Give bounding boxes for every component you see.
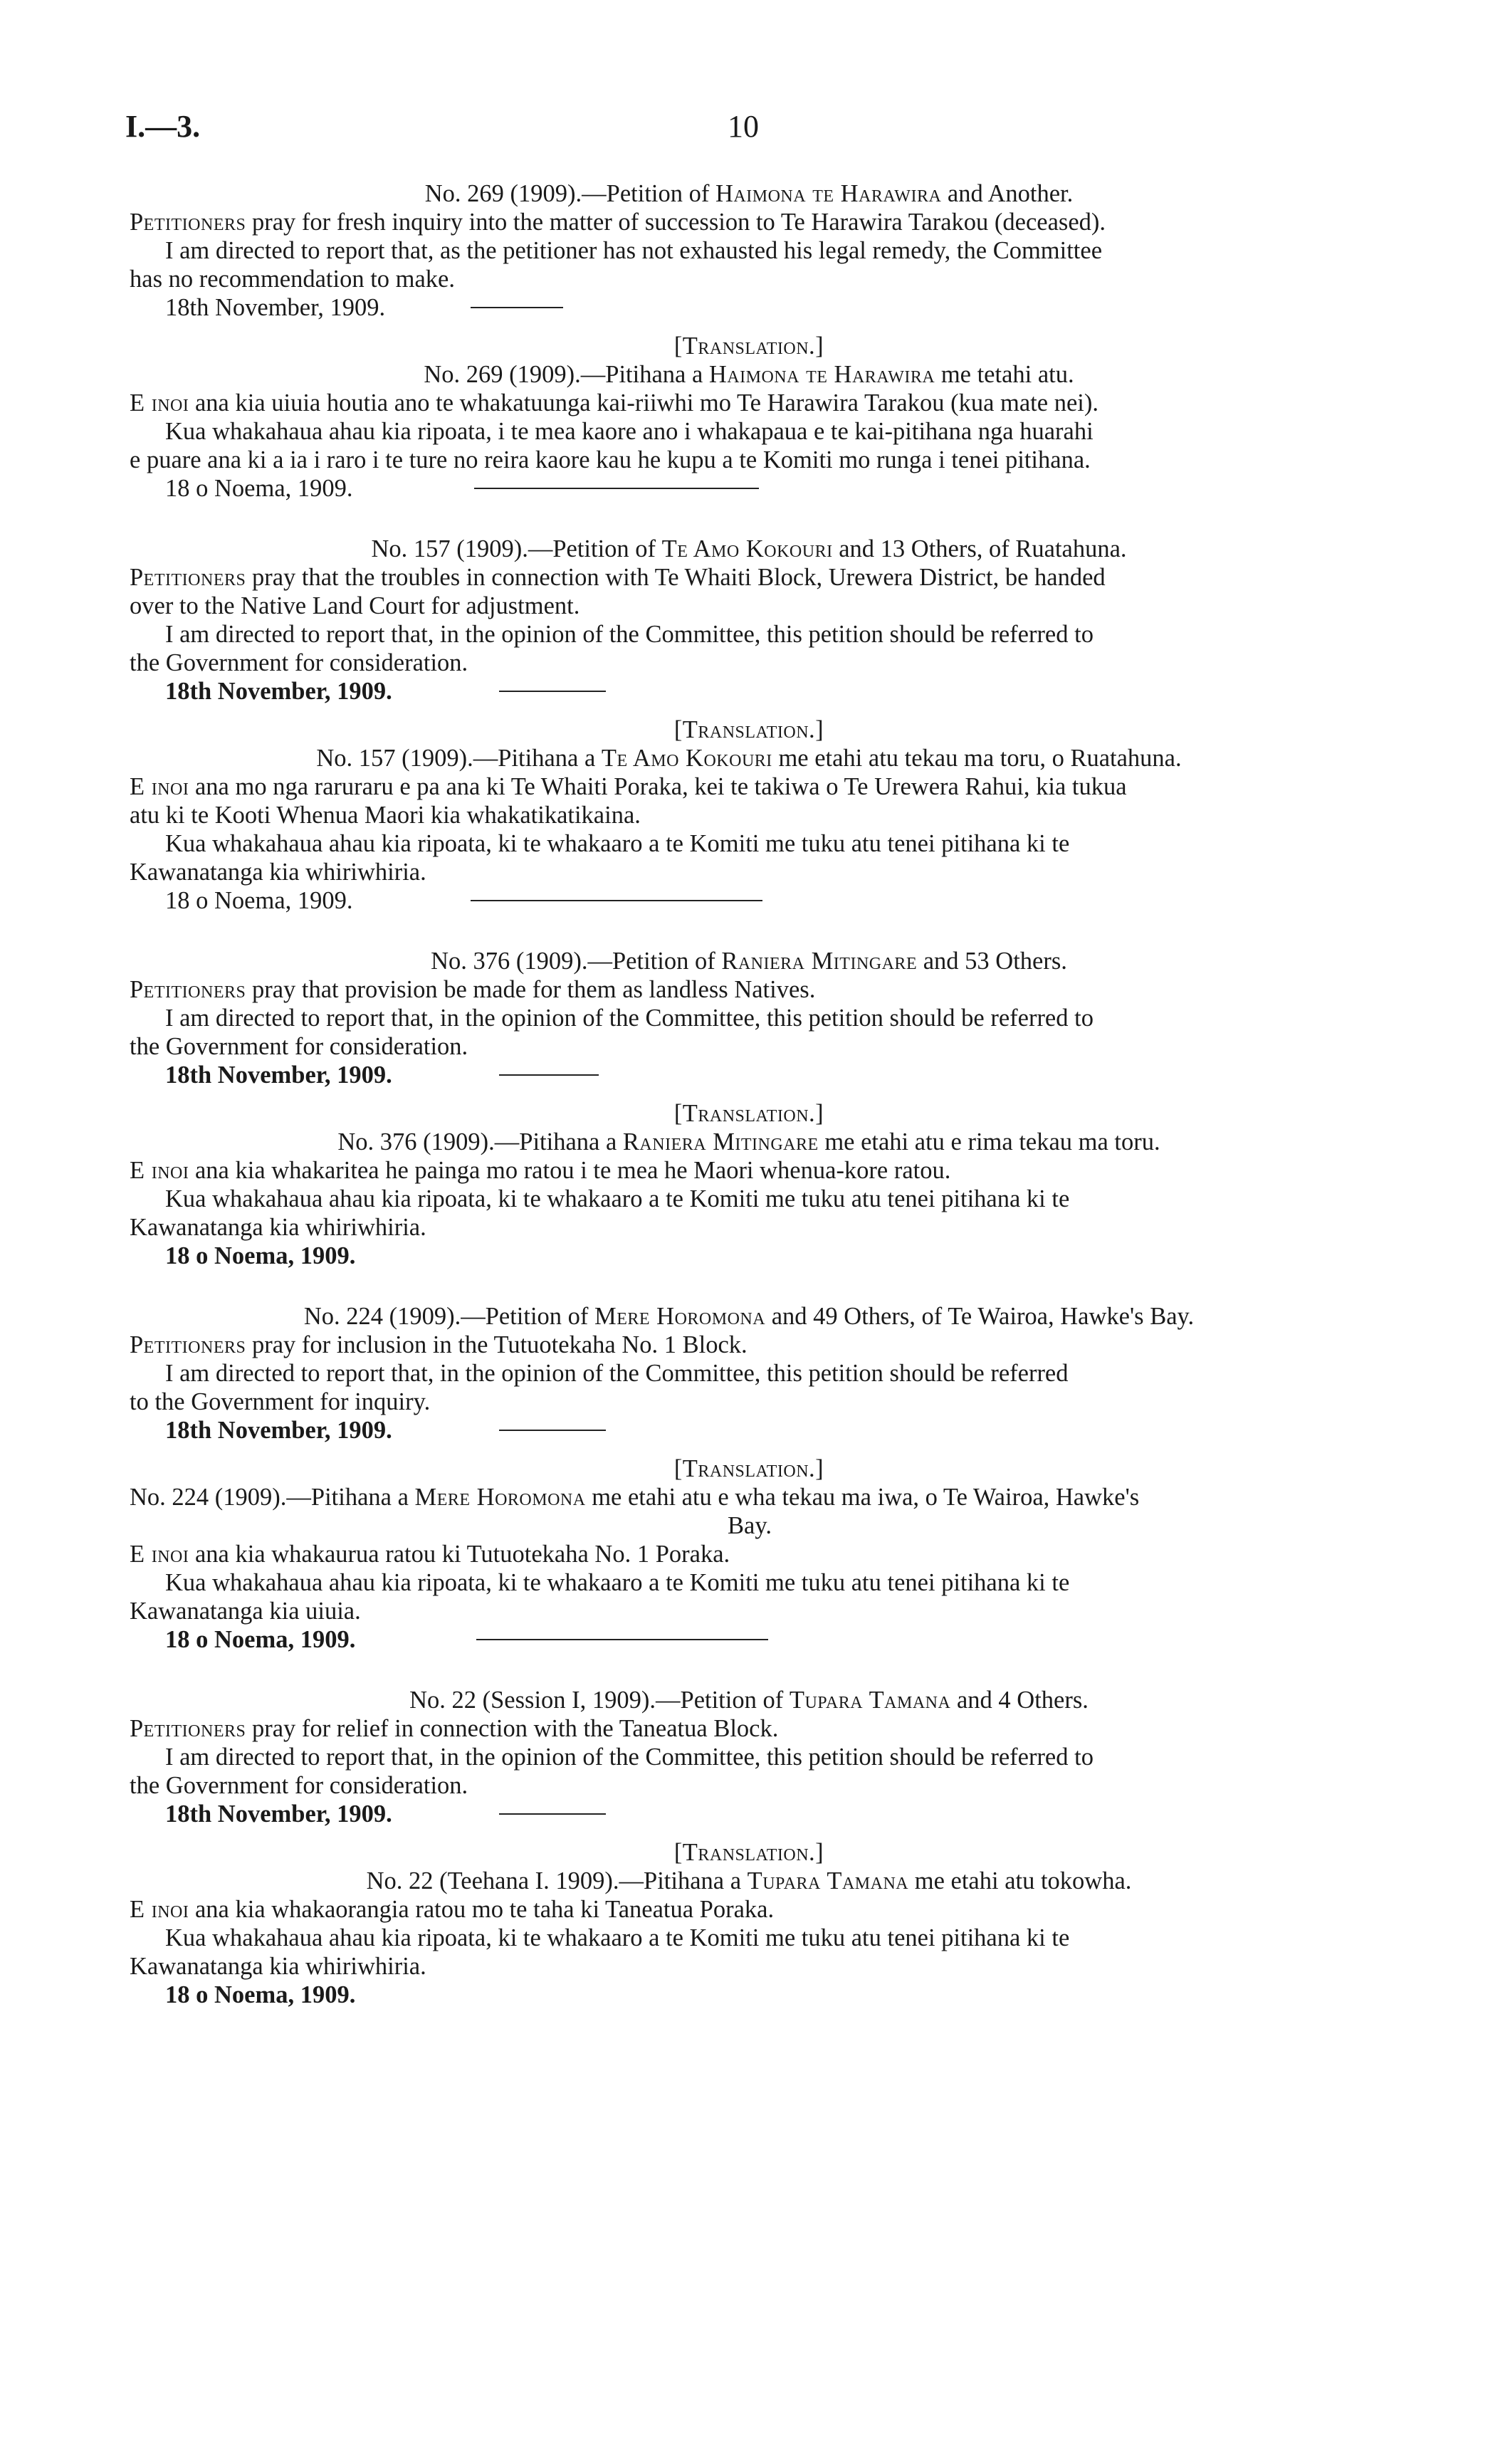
section-rule [499,1074,599,1076]
section-rule [499,1430,606,1431]
translation-date: 18 o Noema, 1909. [165,1981,356,2008]
page-header [0,108,1505,151]
section-rule [499,691,606,692]
petition-prayer: Petitioners pray that provision be made for them as landless Natives. [130,976,816,1003]
committee-report: I am directed to report that, as the petitioner has not exhausted his legal remedy, the Committee [165,237,1103,264]
translation-prayer: E inoi ana kia whakaurua ratou ki Tutuotekaha No. 1 Poraka. [130,1541,730,1568]
translation-date: 18 o Noema, 1909. [165,475,353,502]
committee-report: I am directed to report that, in the opinion of the Committee, this petition should be referred to [165,621,1094,648]
petition-title: No. 224 (1909).—Petition of Mere Horomona and 49 Others, of Te Wairoa, Hawke's Bay. [303,1303,1195,1330]
petition-prayer-cont: over to the Native Land Court for adjustment. [130,592,580,619]
translation-label: [Translation.] [673,1100,824,1127]
petition-title: No. 157 (1909).—Petition of Te Amo Kokouri and 13 Others, of Ruatahuna. [371,535,1127,562]
committee-report: I am directed to report that, in the opinion of the Committee, this petition should be referred to [165,1005,1094,1032]
petition-prayer: Petitioners pray for inclusion in the Tutuotekaha No. 1 Block. [130,1331,748,1358]
translation-prayer: E inoi ana kia whakaorangia ratou mo te taha ki Taneatua Poraka. [130,1896,775,1923]
report-date: 18th November, 1909. [165,1061,392,1089]
petition-376 [130,947,1368,1270]
date-line [130,1800,1368,1828]
petition-title: No. 376 (1909).—Petition of Raniera Mitingare and 53 Others. [431,948,1067,975]
translation-report: Kua whakahaua ahau kia ripoata, ki te whakaaro a te Komiti me tuku atu tenei pitihana ki te [165,1569,1070,1596]
committee-report-cont: has no recommendation to make. [130,266,455,293]
translation-date-line [130,474,1368,503]
petition-269 [130,179,1368,503]
translation-label: [Translation.] [673,332,824,360]
translation-date: 18 o Noema, 1909. [165,887,353,914]
petitioner-name: Haimona te Harawira [715,180,942,207]
translation-report-cont: Kawanatanga kia whiriwhiria. [130,859,426,886]
translation-title: No. 376 (1909).—Pitihana a Raniera Mitingare me etahi atu e rima tekau ma toru. [337,1128,1160,1155]
translation-report: Kua whakahaua ahau kia ripoata, ki te whakaaro a te Komiti me tuku atu tenei pitihana ki te [165,830,1070,857]
committee-report-cont: the Government for consideration. [130,1772,468,1799]
section-rule [471,900,762,901]
translation-prayer: E inoi ana mo nga raruraru e pa ana ki Te Whaiti Poraka, kei te takiwa o Te Urewera Rahui, kia tukua [130,773,1127,800]
translation-report-cont: Kawanatanga kia whiriwhiria. [130,1214,426,1241]
petition-22 [130,1686,1368,2009]
section-rule [476,1639,768,1640]
committee-report: I am directed to report that, in the opinion of the Committee, this petition should be referred to [165,1744,1094,1771]
date-line [130,1416,1368,1445]
translation-title: No. 224 (1909).—Pitihana a Mere Horomona me etahi atu e wha tekau ma iwa, o Te Wairoa, Hawke's [130,1484,1140,1511]
committee-report-cont: the Government for consideration. [130,1033,468,1060]
page-number: 10 [728,109,759,144]
translation-date: 18 o Noema, 1909. [165,1626,356,1653]
section-rule [471,307,563,308]
report-date: 18th November, 1909. [165,1417,392,1444]
committee-report: I am directed to report that, in the opinion of the Committee, this petition should be referred [165,1360,1069,1387]
translation-title-cont: Bay. [728,1512,772,1539]
translation-report: Kua whakahaua ahau kia ripoata, ki te whakaaro a te Komiti me tuku atu tenei pitihana ki te [165,1185,1070,1212]
petition-prayer: Petitioners pray that the troubles in connection with Te Whaiti Block, Urewera District, be handed [130,564,1106,591]
translation-date: 18 o Noema, 1909. [165,1242,356,1269]
section-rule [474,488,759,489]
translation-label: [Translation.] [673,716,824,743]
translation-title: No. 157 (1909).—Pitihana a Te Amo Kokouri me etahi atu tekau ma toru, o Ruatahuna. [316,745,1182,772]
date-line [130,293,1368,322]
petition-157 [130,535,1368,915]
petitioner-name: Tupara Tamana [789,1687,951,1714]
section-rule [499,1813,606,1815]
translation-prayer: E inoi ana kia uiuia houtia ano te whakatuunga kai-riiwhi mo Te Harawira Tarakou (kua mate nei). [130,389,1098,416]
translation-report: Kua whakahaua ahau kia ripoata, i te mea kaore ano i whakapaua e te kai-pitihana nga huarahi [165,418,1094,445]
petition-title: No. 269 (1909).—Petition of Haimona te Harawira and Another. [424,180,1074,207]
translation-report: Kua whakahaua ahau kia ripoata, ki te whakaaro a te Komiti me tuku atu tenei pitihana ki te [165,1924,1070,1951]
petitioner-name: Mere Horomona [594,1303,766,1330]
petitioner-name: Te Amo Kokouri [661,535,833,562]
translation-label: [Translation.] [673,1455,824,1482]
translation-label: [Translation.] [673,1839,824,1866]
date-line [130,677,1368,706]
translation-date-line [130,1625,1368,1654]
translation-prayer-cont: atu ki te Kooti Whenua Maori kia whakatikatikaina. [130,802,641,829]
translation-title: No. 22 (Teehana I. 1909).—Pitihana a Tupara Tamana me etahi atu tokowha. [366,1867,1132,1894]
petition-prayer: Petitioners pray for relief in connection with the Taneatua Block. [130,1715,779,1742]
page-content [130,179,1368,2009]
date-line [130,1061,1368,1089]
petition-224 [130,1302,1368,1654]
report-date: 18th November, 1909. [165,1800,392,1828]
translation-report-cont: e puare ana ki a ia i raro i te ture no reira kaore kau he kupu a te Komiti mo runga i tenei pitihana. [130,446,1091,473]
page-reference: I.—3. [125,109,201,144]
petitioner-name: Raniera Mitingare [721,948,918,975]
report-date: 18th November, 1909. [165,678,392,705]
petition-prayer: Petitioners pray for fresh inquiry into the matter of succession to Te Harawira Tarakou (deceased). [130,209,1106,236]
report-date: 18th November, 1909. [165,294,386,321]
petition-title: No. 22 (Session I, 1909).—Petition of Tupara Tamana and 4 Others. [409,1687,1089,1714]
translation-report-cont: Kawanatanga kia whiriwhiria. [130,1953,426,1980]
committee-report-cont: the Government for consideration. [130,649,468,676]
translation-date-line [130,886,1368,915]
committee-report-cont: to the Government for inquiry. [130,1388,431,1415]
translation-report-cont: Kawanatanga kia uiuia. [130,1598,361,1625]
translation-prayer: E inoi ana kia whakaritea he painga mo ratou i te mea he Maori whenua-kore ratou. [130,1157,951,1184]
translation-title: No. 269 (1909).—Pitihana a Haimona te Harawira me tetahi atu. [424,361,1074,388]
